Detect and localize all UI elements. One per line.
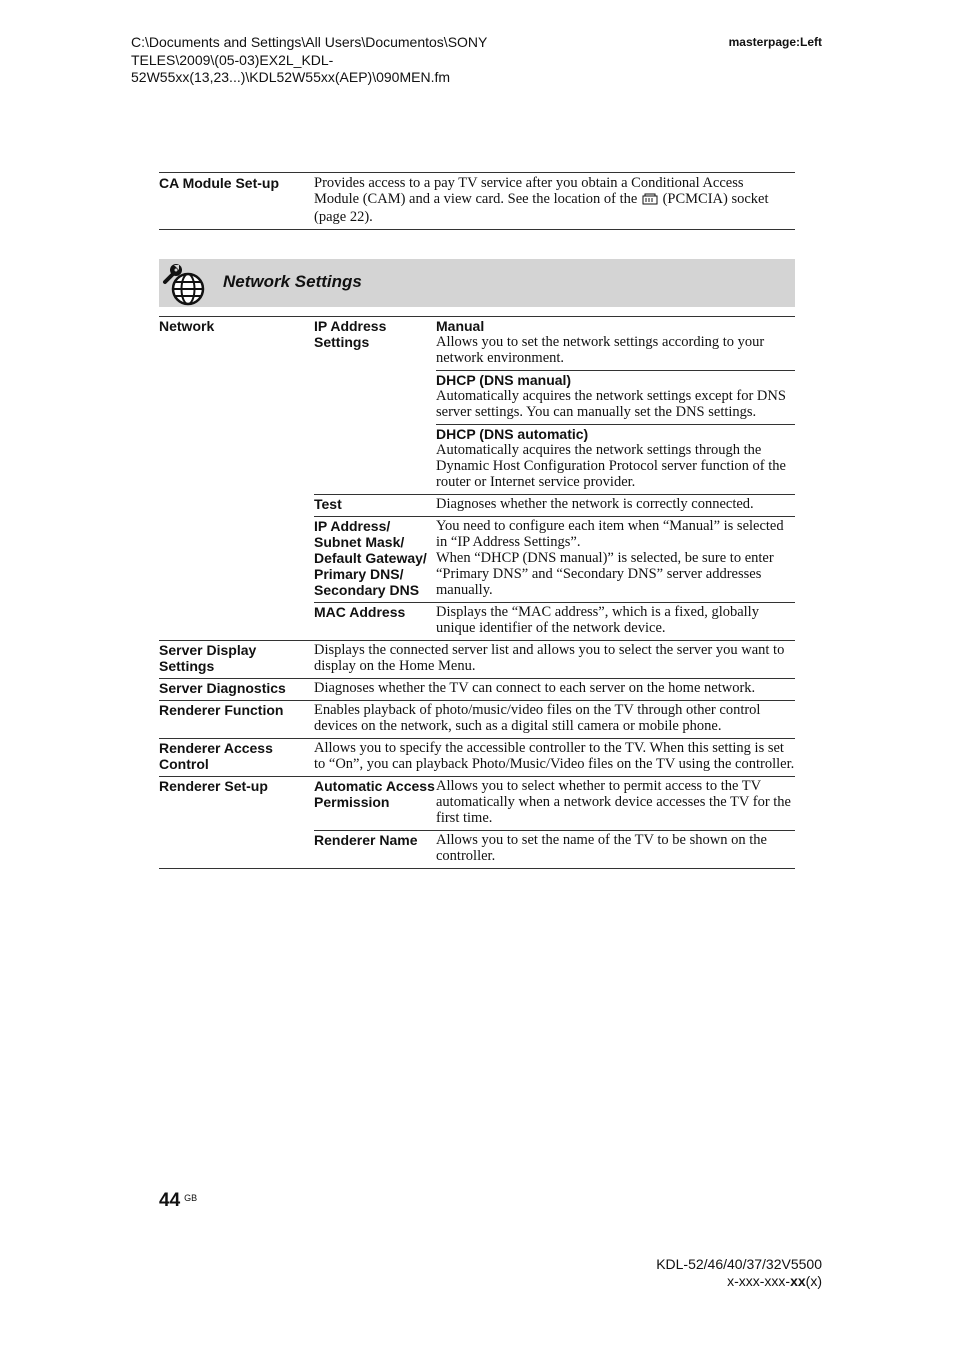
option-title: DHCP (DNS manual) [436, 372, 572, 388]
option-manual [436, 317, 795, 370]
page-number-suffix: GB [184, 1193, 198, 1203]
subrow-mac-address [314, 602, 795, 640]
table-row-renderer-function [159, 700, 795, 738]
subrow-renderer-name [314, 830, 795, 868]
renderer-function-description: Enables playback of photo/music/video files on the TV through other control devices on the network, such as a digital still camera or mobile phone. [314, 702, 761, 734]
network-settings-table [159, 316, 795, 869]
ca-module-row [159, 173, 795, 229]
ca-module-label: CA Module Set-up [159, 175, 280, 191]
footer-code-bold: xx [790, 1273, 806, 1289]
server-diagnostics-label: Server Diagnostics [159, 680, 286, 696]
ip-fields-label-line: Secondary DNS [314, 582, 420, 598]
subrow-automatic-access [314, 777, 795, 830]
option-description: Automatically acquires the network settings except for DNS server settings. You can manually set the DNS settings. [436, 388, 786, 420]
option-title: DHCP (DNS automatic) [436, 426, 589, 442]
subrow-test [314, 494, 795, 516]
table-row-server-display [159, 640, 795, 678]
ip-fields-label-line: Primary DNS/ [314, 566, 404, 582]
ca-module-text: Provides access to a pay TV service after you obtain a Conditional Access Module (CAM) and a view card. See the location of the [314, 175, 744, 207]
renderer-access-description: Allows you to specify the accessible controller to the TV. When this setting is set to “On”, you can playback Photo/Music/Video files on the TV using the controller. [314, 740, 795, 772]
section-banner [159, 259, 795, 307]
server-display-description: Displays the connected server list and allows you to select the server you want to display on the Home Menu. [314, 642, 785, 674]
footer-model: KDL-52/46/40/37/32V5500 [656, 1256, 822, 1272]
ip-fields-label-line: IP Address/ [314, 518, 391, 534]
ip-fields-label-line: Default Gateway/ [314, 550, 427, 566]
masterpage-label: masterpage:Left [728, 35, 822, 49]
mac-address-description: Displays the “MAC address”, which is a fixed, globally unique identifier of the network device. [436, 604, 759, 636]
ip-fields-description [436, 517, 795, 602]
automatic-access-label: Automatic Access Permission [314, 778, 435, 810]
option-description: Allows you to set the network settings according to your network environment. [436, 334, 765, 366]
renderer-setup-label: Renderer Set-up [159, 778, 268, 794]
file-path-line: TELES\2009\(05-03)EX2L_KDL- [131, 51, 334, 68]
network-settings-icon [160, 261, 208, 312]
footer-code-suffix: (x) [805, 1273, 822, 1289]
ip-fields-desc-1: You need to configure each item when “Manual” is selected in “IP Address Settings”. [436, 518, 784, 550]
renderer-access-label: Renderer Access Control [159, 740, 273, 772]
ip-settings-options [436, 317, 795, 494]
renderer-name-label: Renderer Name [314, 832, 418, 848]
ca-module-table [159, 172, 795, 230]
ip-fields-label [314, 517, 436, 602]
footer-code [656, 1273, 822, 1290]
automatic-access-description: Allows you to select whether to permit access to the TV automatically when a network device accesses the TV for the first time. [436, 778, 791, 826]
table-row-renderer-access [159, 738, 795, 776]
footer-model-info [656, 1256, 822, 1290]
page-number-value: 44 [159, 1190, 181, 1211]
section-title: Network Settings [223, 272, 362, 291]
mac-address-label: MAC Address [314, 604, 406, 620]
option-description: Automatically acquires the network settings through the Dynamic Host Configuration Protocol server function of the router or Internet service provider. [436, 442, 786, 490]
file-path-line: 52W55xx(13,23...)\KDL52W55xx(AEP)\090MEN.fm [131, 69, 451, 85]
page-number [159, 1190, 197, 1212]
footer-code-prefix: x-xxx-xxx- [727, 1273, 791, 1289]
network-subitems [314, 317, 795, 640]
renderer-function-label: Renderer Function [159, 702, 284, 718]
subrow-ip-address-settings [314, 317, 795, 494]
file-path-header [131, 34, 551, 87]
ip-fields-desc-2: When “DHCP (DNS manual)” is selected, be sure to enter “Primary DNS” and “Secondary DNS” server addresses manually. [436, 550, 774, 598]
pcmcia-slot-icon [642, 193, 658, 209]
test-label: Test [314, 496, 342, 512]
subrow-ip-fields [314, 516, 795, 602]
ca-module-text-end: (PCMCIA) socket (page 22). [314, 191, 769, 225]
option-dhcp-dns-automatic [436, 424, 795, 494]
option-title: Manual [436, 318, 485, 334]
server-display-label: Server Display Settings [159, 642, 257, 674]
table-row-network [159, 317, 795, 640]
ca-module-description [314, 175, 791, 225]
table-row-renderer-setup [159, 776, 795, 868]
test-description: Diagnoses whether the network is correctly connected. [436, 496, 754, 512]
option-dhcp-dns-manual [436, 370, 795, 424]
file-path-line: C:\Documents and Settings\All Users\Documentos\SONY [131, 34, 488, 50]
renderer-setup-subitems [314, 777, 795, 868]
table-row-server-diagnostics [159, 678, 795, 700]
ip-fields-label-line: Subnet Mask/ [314, 534, 405, 550]
ip-address-settings-label: IP Address Settings [314, 318, 387, 350]
server-diagnostics-description: Diagnoses whether the TV can connect to each server on the home network. [314, 680, 756, 696]
network-label: Network [159, 318, 215, 334]
renderer-name-description: Allows you to set the name of the TV to be shown on the controller. [436, 832, 767, 864]
